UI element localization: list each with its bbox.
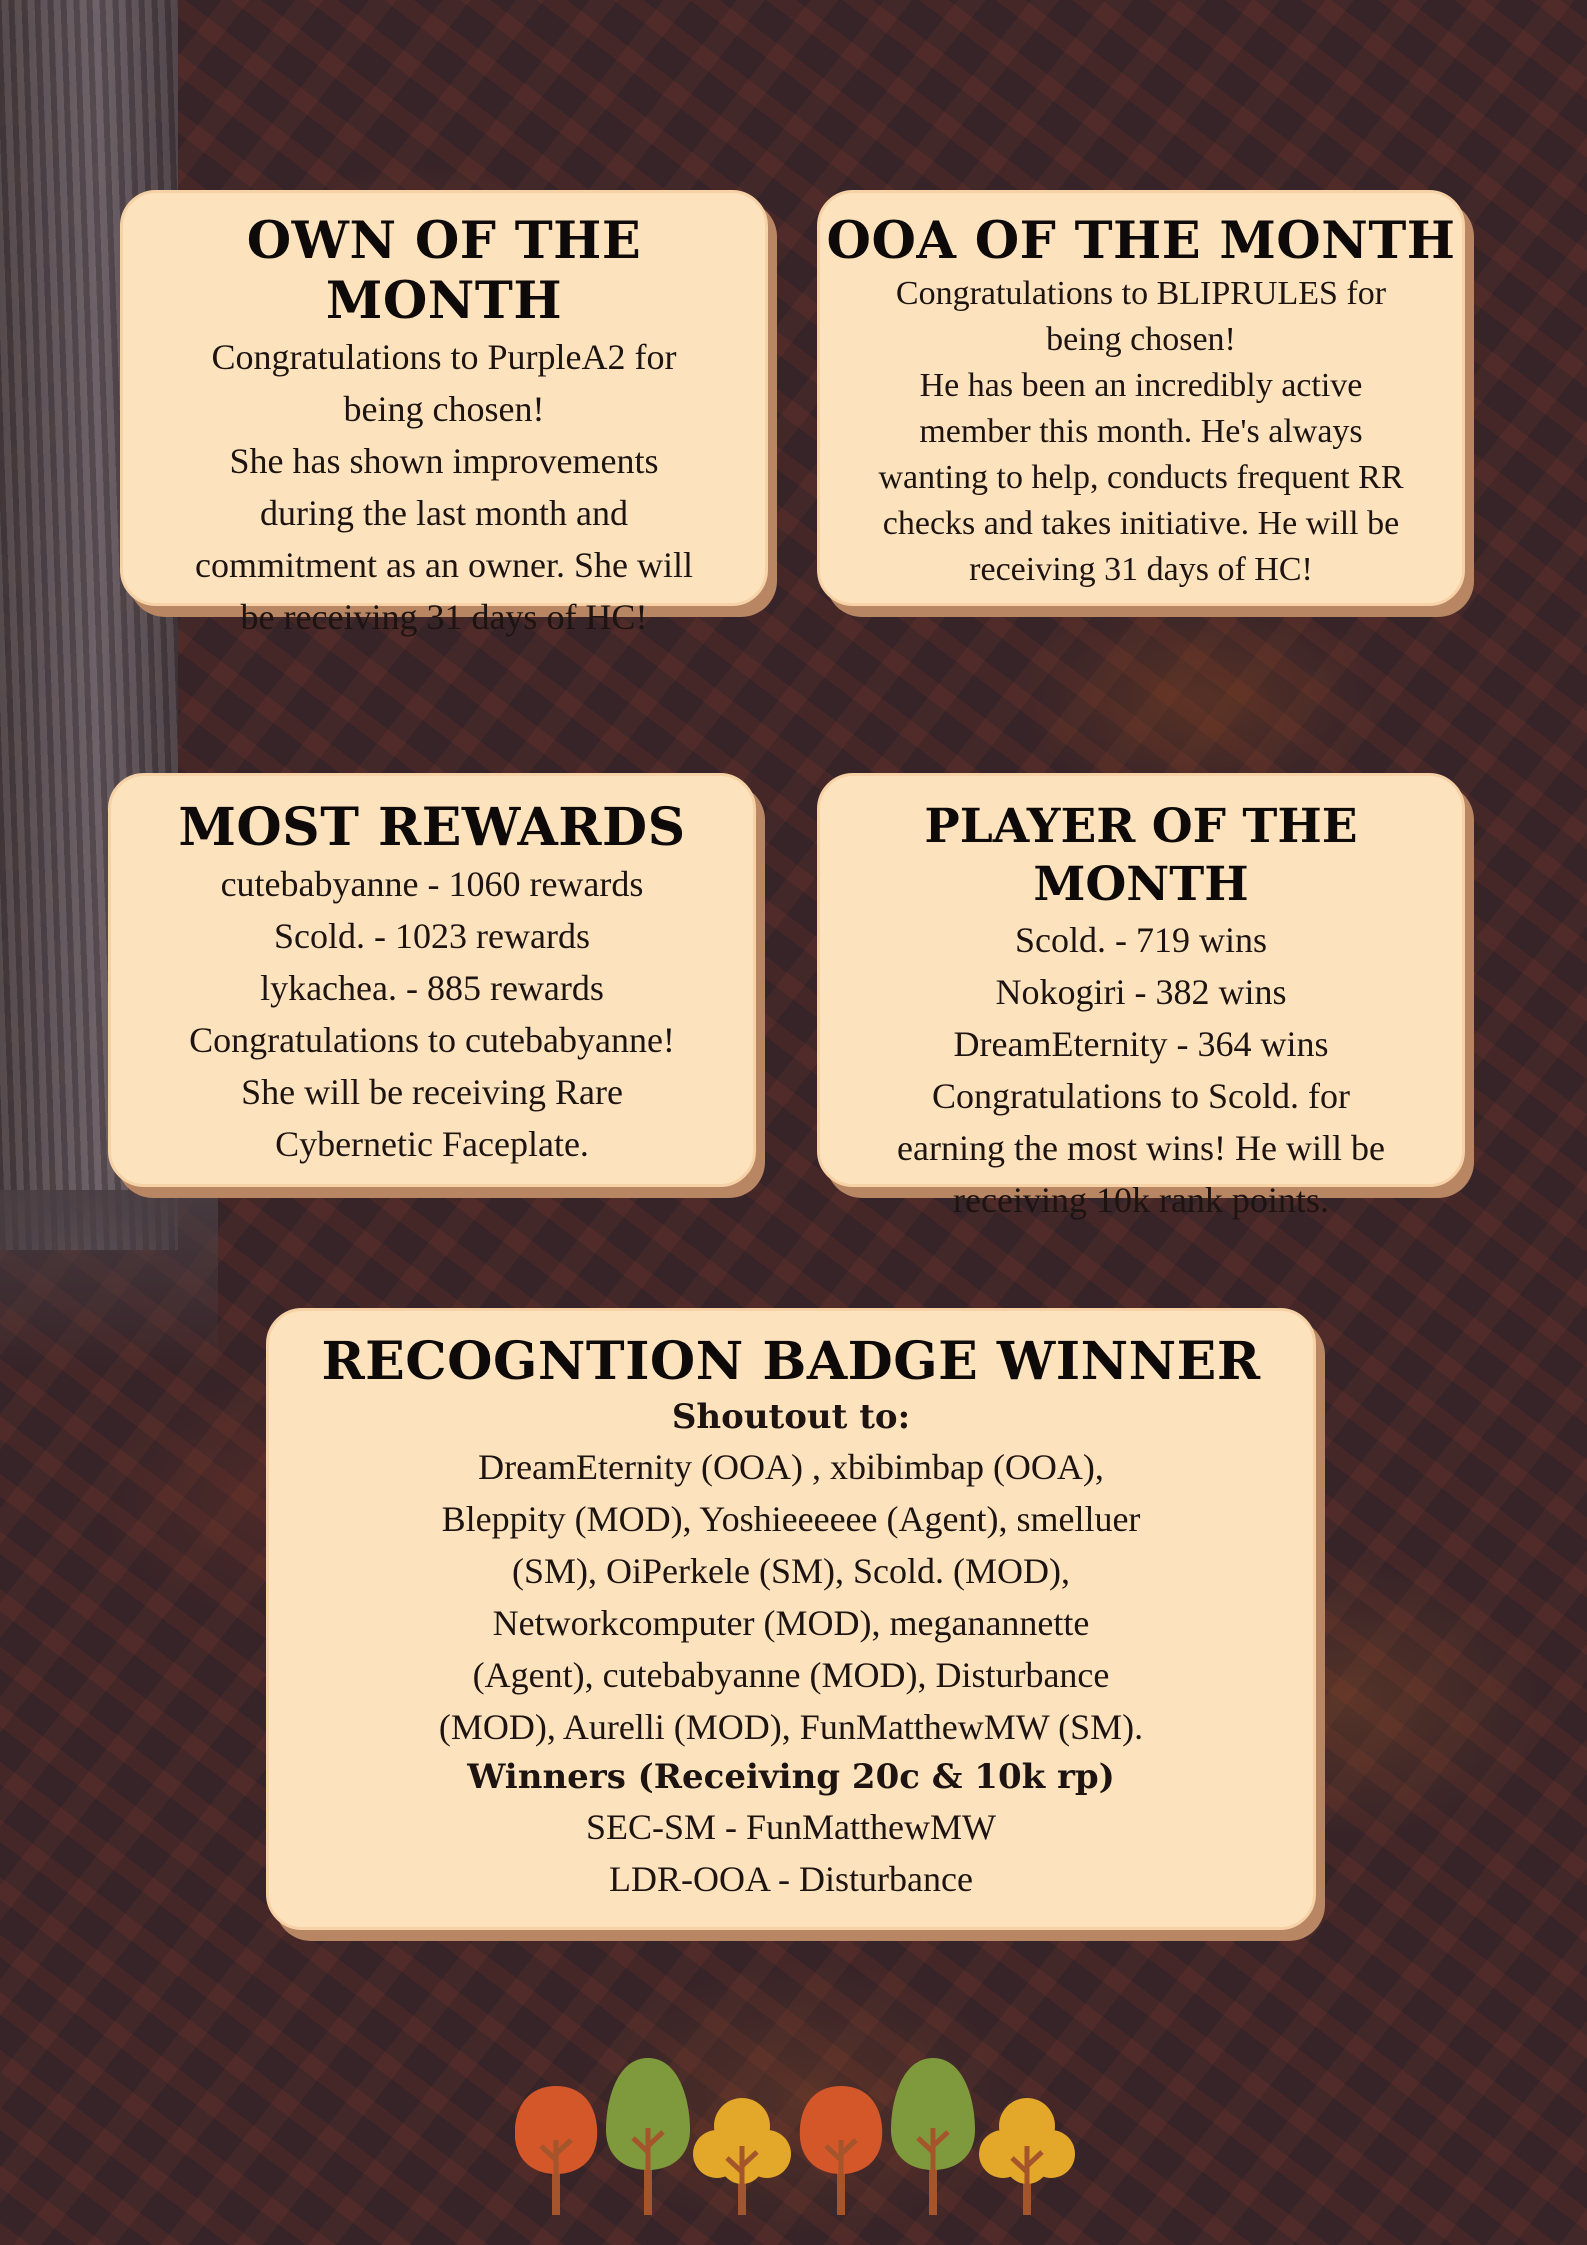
tree-icons-row	[515, 2050, 1075, 2220]
text-line: cutebabyanne - 1060 rewards	[220, 864, 644, 904]
recognition-badge-card	[266, 1308, 1316, 1930]
text-line: (Agent), cutebabyanne (MOD), Disturbance	[472, 1655, 1110, 1695]
text-line: DreamEternity (OOA) , xbibimbap (OOA),	[478, 1447, 1104, 1487]
owner-of-the-month-card	[120, 190, 768, 637]
text-line: Congratulations to Scold. for	[932, 1076, 1350, 1116]
tree-icon	[693, 2098, 791, 2215]
tree-icon	[515, 2086, 597, 2215]
text-line: (MOD), Aurelli (MOD), FunMatthewMW (SM).	[438, 1707, 1144, 1747]
player-of-the-month-card	[817, 773, 1465, 1220]
most-rewards-title: MOST REWARDS	[178, 797, 686, 858]
text-line: checks and takes initiative. He will be	[882, 505, 1400, 542]
text-line: during the last month and	[260, 493, 628, 533]
text-line: be receiving 31 days of HC!	[240, 597, 648, 637]
text-line: Scold. - 719 wins	[1015, 920, 1267, 960]
shoutout-list	[269, 1441, 1313, 1753]
text-line: member this month. He's always	[919, 413, 1363, 450]
winners-heading: Winners (Receiving 20c & 10k rp)	[467, 1757, 1115, 1797]
ooa-of-the-month-title: OOA OF THE MONTH	[826, 211, 1456, 271]
player-of-the-month-text	[820, 914, 1462, 1226]
text-line: wanting to help, conducts frequent RR	[878, 459, 1404, 496]
text-line: Congratulations to cutebabyanne!	[189, 1020, 675, 1060]
text-line: receiving 31 days of HC!	[969, 551, 1313, 588]
text-line: lykachea. - 885 rewards	[260, 968, 604, 1008]
winners-list	[269, 1801, 1313, 1905]
text-line: being chosen!	[1046, 321, 1236, 358]
text-line: being chosen!	[343, 389, 545, 429]
tree-icon	[979, 2098, 1075, 2215]
most-rewards-text	[111, 858, 753, 1170]
text-line: She will be receiving Rare	[241, 1072, 623, 1112]
most-rewards-card	[108, 773, 756, 1187]
text-line: Networkcomputer (MOD), meganannette	[492, 1603, 1090, 1643]
text-line: DreamEternity - 364 wins	[953, 1024, 1329, 1064]
text-line: receiving 10k rank points.	[953, 1180, 1329, 1220]
text-line: He has been an incredibly active	[919, 367, 1363, 404]
ooa-of-the-month-card	[817, 190, 1465, 606]
text-line: Cybernetic Faceplate.	[275, 1124, 589, 1164]
tree-icon	[800, 2086, 882, 2215]
tree-icon	[891, 2058, 975, 2215]
text-line: earning the most wins! He will be	[897, 1128, 1385, 1168]
text-line: LDR-OOA - Disturbance	[609, 1859, 973, 1899]
player-of-the-month-title: PLAYER OF THE MONTH	[924, 799, 1358, 912]
text-line: Congratulations to PurpleA2 for	[211, 337, 677, 377]
text-line: She has shown improvements	[229, 441, 659, 481]
shoutout-heading: Shoutout to:	[671, 1397, 911, 1437]
text-line: Congratulations to BLIPRULES for	[895, 275, 1387, 312]
text-line: (SM), OiPerkele (SM), Scold. (MOD),	[512, 1551, 1070, 1591]
text-line: Nokogiri - 382 wins	[995, 972, 1287, 1012]
recognition-badge-title: RECOGNTION BADGE WINNER	[321, 1331, 1261, 1392]
text-line: Bleppity (MOD), Yoshieeeeee (Agent), smelluer	[441, 1499, 1141, 1539]
text-line: SEC-SM - FunMatthewMW	[585, 1807, 996, 1847]
owner-of-the-month-text	[123, 331, 765, 643]
tree-icon	[606, 2058, 690, 2215]
ooa-of-the-month-text	[820, 271, 1462, 593]
text-line: Scold. - 1023 rewards	[274, 916, 590, 956]
text-line: commitment as an owner. She will	[195, 545, 693, 585]
owner-of-the-month-title: OWN OF THE MONTH	[246, 211, 642, 331]
